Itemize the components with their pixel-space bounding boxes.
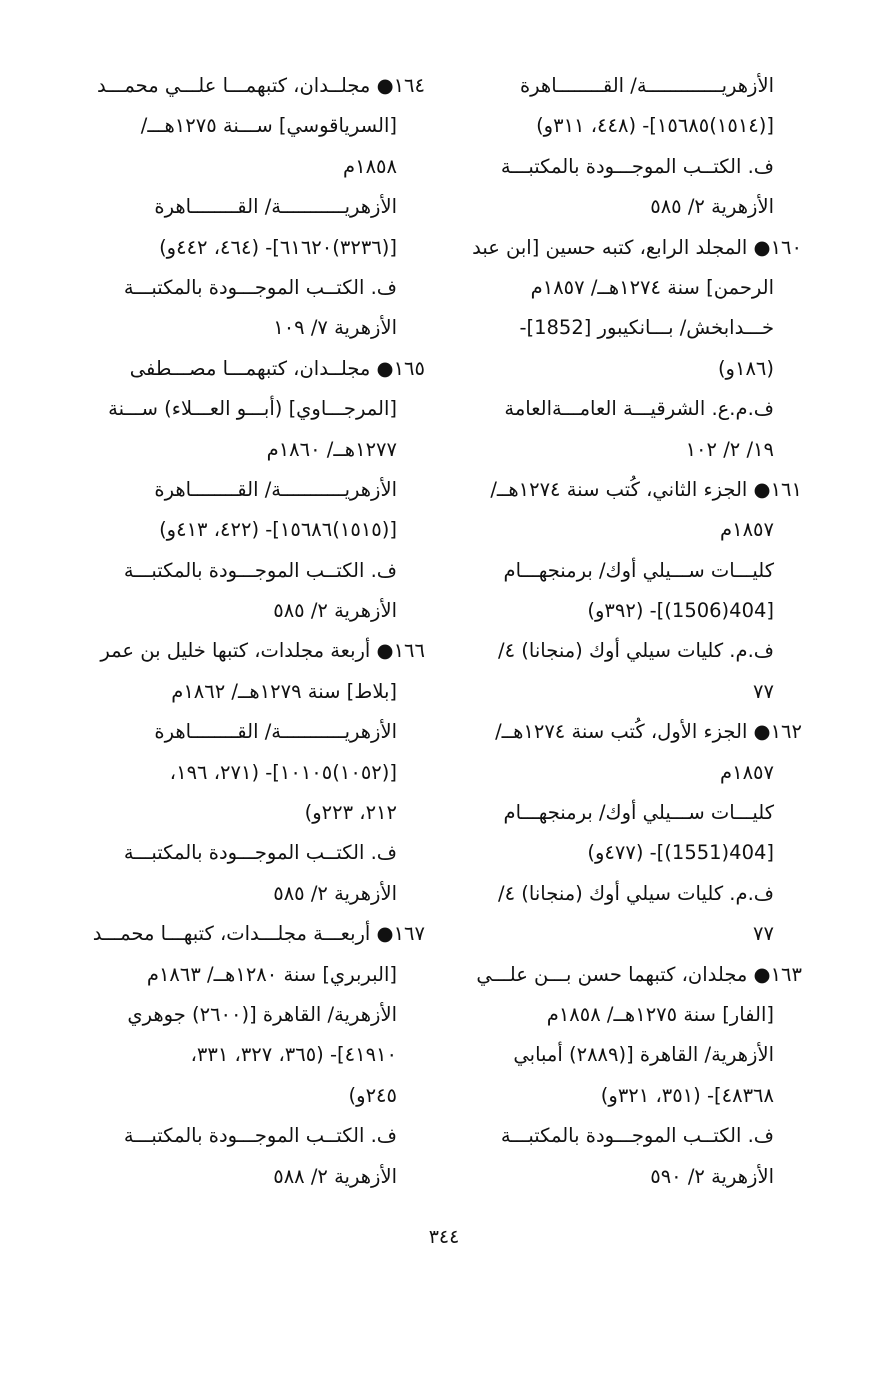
entry-line: الأزهرية ٢/ ٥٨٥: [273, 599, 397, 623]
entry-line: ف. الكتــب الموجـــودة بالمكتبـــة: [500, 1124, 774, 1148]
entry-heading-line: ١٦٢● الجزء الأول، كُتب سنة ١٢٧٤هــ/: [495, 720, 802, 744]
entry-line: الأزهرية ٢/ ٥٩٠: [650, 1164, 774, 1188]
entry-heading-line: ١٦٦● أربعة مجلدات، كتبها خليل بن عمر: [100, 639, 425, 663]
entry-line: (١٨٦و): [717, 356, 774, 380]
entry-line: [المرجـــاوي] (أبـــو العـــلاء) ســـنة: [108, 397, 397, 421]
entry-line: ١٨٥٨م: [343, 154, 397, 178]
entry-line: الأزهرية ٢/ ٥٨٥: [273, 881, 397, 905]
entry-heading-line: ١٦١● الجزء الثاني، كُتب سنة ١٢٧٤هــ/: [490, 477, 802, 501]
entry-line: كليـــات ســـيلي أوك/ برمنجهـــام: [503, 801, 774, 825]
entry-line: ٧٧: [753, 922, 774, 946]
entry-line: الأزهريـــــــــــــة/ القــــــــاهرة: [519, 74, 774, 97]
entry-line: خـــدابخش/ بـــانكيبور [1852]-: [519, 316, 774, 340]
entry-heading-line: ١٦٧● أربعـــة مجلـــدات، كتبهـــا محمـــد: [92, 922, 425, 946]
entry-line: الأزهرية/ القاهرة [(٢٨٨٩) أمبابي: [513, 1043, 774, 1067]
entry-line: ف. الكتــب الموجـــودة بالمكتبـــة: [123, 558, 397, 582]
entry-line: ٢١٢، ٢٢٣و): [304, 801, 397, 825]
entry-heading-line: ١٦٠● المجلد الرابع، كتبه حسين [ابن عبد: [472, 235, 802, 259]
entry-line: [الفار] سنة ١٢٧٥هــ/ ١٨٥٨م: [546, 1002, 774, 1026]
entry-line: ف. الكتــب الموجـــودة بالمكتبـــة: [123, 1124, 397, 1148]
entry-heading-line: ١٦٣● مجلدان، كتبهما حسن بـــن علـــي: [476, 962, 802, 986]
entry-line: [السرياقوسي] ســـنة ١٢٧٥هـــ/: [140, 114, 397, 138]
entry-line: [404(1506)]- (٣٩٢و): [587, 599, 774, 623]
entry-line: ١٩/ ٢/ ١٠٢: [685, 437, 774, 461]
entry-line: ٤٨٣٦٨]- (٣٥١، ٣٢١و): [600, 1083, 774, 1107]
entry-line: الأزهرية ٢/ ٥٨٥: [650, 195, 774, 219]
entry-line: الأزهريـــــــــــة/ القــــــــاهرة: [154, 720, 397, 744]
entry-line: ف. الكتــب الموجـــودة بالمكتبـــة: [500, 154, 774, 178]
entry-line: ف.م. كليات سيلي أوك (منجانا) ٤/: [498, 881, 774, 905]
entry-line: ف.م. كليات سيلي أوك (منجانا) ٤/: [498, 639, 774, 663]
entry-line: ف. الكتــب الموجـــودة بالمكتبـــة: [123, 841, 397, 865]
entry-line: [البربري] سنة ١٢٨٠هــ/ ١٨٦٣م: [146, 962, 397, 986]
entry-line: ١٢٧٧هــ/ ١٨٦٠م: [266, 437, 397, 461]
entry-line: [بلاط] سنة ١٢٧٩هــ/ ١٨٦٢م: [171, 679, 397, 703]
page-number: ٣٤٤: [428, 1226, 460, 1248]
entry-line: الأزهرية ٢/ ٥٨٨: [273, 1164, 397, 1188]
entry-line: [(١٥١٥)١٥٦٨٦]- (٤٢٢، ٤١٣و): [159, 518, 397, 542]
entry-line: [(١٥١٤)١٥٦٨٥]- (٤٤٨، ٣١١و): [536, 114, 774, 138]
entry-line: ١٨٥٧م: [720, 518, 774, 542]
left-column: [70, 66, 425, 1197]
entry-line: الأزهريـــــــــــة/ القــــــــاهرة: [154, 477, 397, 501]
entry-line: كليـــات ســـيلي أوك/ برمنجهـــام: [503, 558, 774, 582]
entry-line: ٤١٩١٠]- (٣٦٥، ٣٢٧، ٣٣١،: [190, 1043, 397, 1067]
entry-line: الرحمن] سنة ١٢٧٤هــ/ ١٨٥٧م: [530, 275, 774, 299]
entry-line: الأزهريـــــــــــة/ القــــــــاهرة: [154, 195, 397, 219]
entry-line: ١٨٥٧م: [720, 760, 774, 784]
entry-line: [(١٠٥٢)١٠١٠٥]- (٢٧١، ١٩٦،: [169, 760, 397, 784]
entry-line: ف.م.ع. الشرقيـــة العامـــةالعامة: [504, 397, 774, 421]
entry-line: [404(1551)]- (٤٧٧و): [587, 841, 774, 865]
entry-line: [(٣٢٣٦)٦١٦٢٠]- (٤٦٤، ٤٤٢و): [159, 235, 397, 259]
entry-line: ف. الكتــب الموجـــودة بالمكتبـــة: [123, 275, 397, 299]
entry-line: الأزهرية ٧/ ١٠٩: [273, 316, 397, 340]
entry-heading-line: ١٦٥● مجلــدان، كتبهمـــا مصـــطفى: [129, 356, 425, 380]
entry-line: ٧٧: [753, 679, 774, 703]
right-column: [452, 66, 802, 1197]
entry-heading-line: ١٦٤● مجلــدان، كتبهمـــا علـــي محمـــد: [97, 74, 425, 97]
entry-line: ٢٤٥و): [348, 1083, 397, 1107]
entry-line: الأزهرية/ القاهرة [(٢٦٠٠) جوهري: [127, 1002, 397, 1026]
